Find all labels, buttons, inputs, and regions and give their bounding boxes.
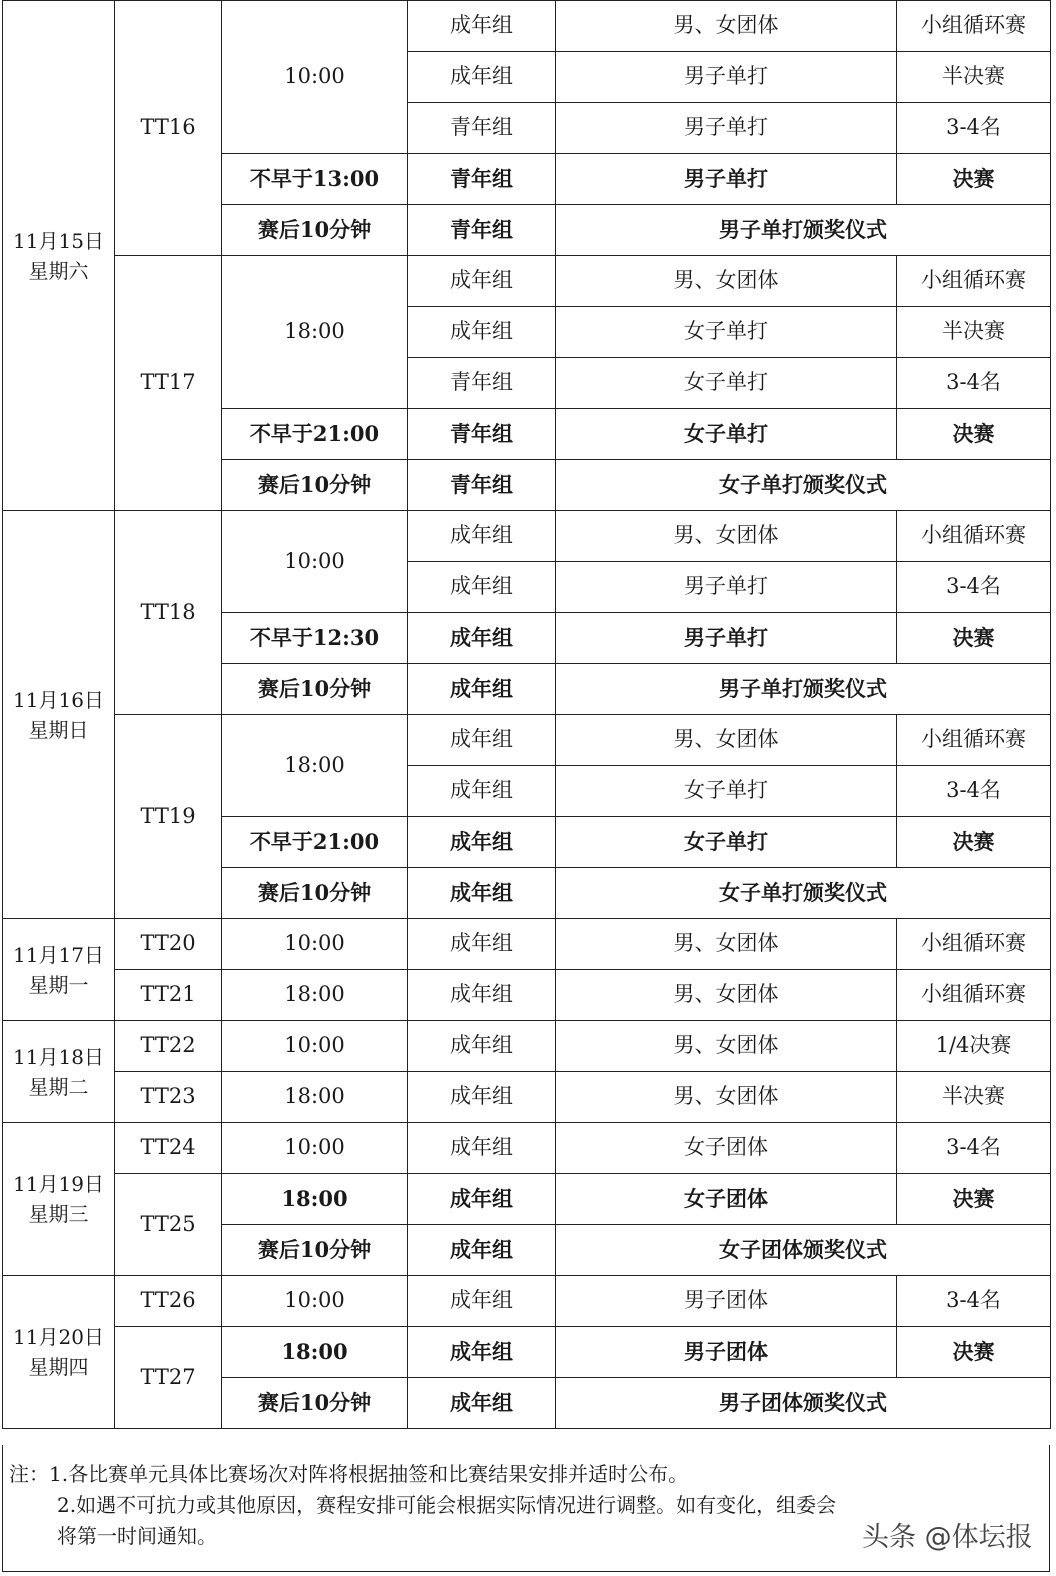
stage-cell: 小组循环赛 — [897, 511, 1051, 562]
group-cell: 成年组 — [408, 970, 556, 1021]
group-cell: 成年组 — [408, 664, 556, 715]
group-cell: 成年组 — [408, 1, 556, 52]
date-cell: 11月16日 星期日 — [3, 511, 115, 919]
event-cell: 男子单打 — [556, 562, 897, 613]
stage-cell: 决赛 — [897, 817, 1051, 868]
event-cell: 女子团体 — [556, 1123, 897, 1174]
session-cell: TT24 — [115, 1123, 222, 1174]
time-cell: 不早于21:00 — [222, 409, 408, 460]
group-cell: 成年组 — [408, 1123, 556, 1174]
time-cell: 10:00 — [222, 919, 408, 970]
group-cell: 成年组 — [408, 511, 556, 562]
event-cell: 男、女团体 — [556, 1, 897, 52]
time-cell: 不早于21:00 — [222, 817, 408, 868]
table-row — [3, 1072, 1051, 1123]
note-line-2: 2.如遇不可抗力或其他原因，赛程安排可能会根据实际情况进行调整。如有变化，组委会 — [57, 1493, 837, 1517]
stage-cell: 决赛 — [897, 1174, 1051, 1225]
group-cell: 青年组 — [408, 103, 556, 154]
table-row — [3, 1174, 1051, 1225]
event-cell: 男子团体 — [556, 1276, 897, 1327]
stage-cell: 3-4名 — [897, 562, 1051, 613]
stage-cell: 3-4名 — [897, 766, 1051, 817]
date-cell: 11月17日 星期一 — [3, 919, 115, 1021]
session-cell: TT16 — [115, 1, 222, 256]
stage-cell: 小组循环赛 — [897, 919, 1051, 970]
table-row — [3, 919, 1051, 970]
time-cell: 赛后10分钟 — [222, 1225, 408, 1276]
group-cell: 成年组 — [408, 52, 556, 103]
group-cell: 成年组 — [408, 1378, 556, 1429]
stage-cell: 3-4名 — [897, 1276, 1051, 1327]
time-cell: 18:00 — [222, 1072, 408, 1123]
time-cell: 赛后10分钟 — [222, 460, 408, 511]
time-cell: 赛后10分钟 — [222, 1378, 408, 1429]
event-cell: 男、女团体 — [556, 1021, 897, 1072]
table-row — [3, 1021, 1051, 1072]
event-cell: 男子团体颁奖仪式 — [556, 1378, 1051, 1429]
group-cell: 成年组 — [408, 766, 556, 817]
group-cell: 成年组 — [408, 562, 556, 613]
stage-cell: 小组循环赛 — [897, 970, 1051, 1021]
group-cell: 成年组 — [408, 1021, 556, 1072]
stage-cell: 决赛 — [897, 1327, 1051, 1378]
table-row — [3, 511, 1051, 562]
event-cell: 男、女团体 — [556, 919, 897, 970]
table-row — [3, 1, 1051, 52]
session-cell: TT27 — [115, 1327, 222, 1429]
group-cell: 成年组 — [408, 1327, 556, 1378]
session-cell: TT21 — [115, 970, 222, 1021]
event-cell: 女子团体 — [556, 1174, 897, 1225]
group-cell: 成年组 — [408, 817, 556, 868]
note-line-3: 将第一时间通知。 — [57, 1524, 217, 1548]
stage-cell: 半决赛 — [897, 1072, 1051, 1123]
time-cell: 10:00 — [222, 1, 408, 154]
session-cell: TT23 — [115, 1072, 222, 1123]
time-cell: 10:00 — [222, 1123, 408, 1174]
group-cell: 成年组 — [408, 256, 556, 307]
session-cell: TT18 — [115, 511, 222, 715]
event-cell: 男子单打 — [556, 52, 897, 103]
session-cell: TT26 — [115, 1276, 222, 1327]
event-cell: 女子单打颁奖仪式 — [556, 460, 1051, 511]
time-cell: 10:00 — [222, 511, 408, 613]
event-cell: 男子单打 — [556, 154, 897, 205]
group-cell: 青年组 — [408, 154, 556, 205]
event-cell: 女子单打 — [556, 766, 897, 817]
stage-cell: 小组循环赛 — [897, 715, 1051, 766]
stage-cell: 半决赛 — [897, 52, 1051, 103]
table-row — [3, 1327, 1051, 1378]
event-cell: 女子单打 — [556, 307, 897, 358]
time-cell: 赛后10分钟 — [222, 664, 408, 715]
event-cell: 男、女团体 — [556, 715, 897, 766]
watermark: 头条 @体坛报 — [862, 1522, 1033, 1553]
time-cell: 10:00 — [222, 1276, 408, 1327]
group-cell: 成年组 — [408, 868, 556, 919]
stage-cell: 3-4名 — [897, 103, 1051, 154]
date-cell: 11月15日 星期六 — [3, 1, 115, 511]
stage-cell: 1/4决赛 — [897, 1021, 1051, 1072]
event-cell: 男子单打颁奖仪式 — [556, 664, 1051, 715]
event-cell: 女子单打 — [556, 409, 897, 460]
event-cell: 男子单打 — [556, 103, 897, 154]
group-cell: 青年组 — [408, 205, 556, 256]
group-cell: 成年组 — [408, 307, 556, 358]
session-cell: TT22 — [115, 1021, 222, 1072]
stage-cell: 决赛 — [897, 409, 1051, 460]
schedule-table — [2, 0, 1051, 1429]
stage-cell: 3-4名 — [897, 358, 1051, 409]
group-cell: 成年组 — [408, 1174, 556, 1225]
time-cell: 18:00 — [222, 1327, 408, 1378]
table-row — [3, 970, 1051, 1021]
group-cell: 青年组 — [408, 409, 556, 460]
event-cell: 女子单打颁奖仪式 — [556, 868, 1051, 919]
time-cell: 18:00 — [222, 715, 408, 817]
time-cell: 10:00 — [222, 1021, 408, 1072]
time-cell: 不早于12:30 — [222, 613, 408, 664]
note-line-1: 注：1.各比赛单元具体比赛场次对阵将根据抽签和比赛结果安排并适时公布。 — [9, 1462, 689, 1486]
stage-cell: 3-4名 — [897, 1123, 1051, 1174]
event-cell: 女子团体颁奖仪式 — [556, 1225, 1051, 1276]
event-cell: 男子单打 — [556, 613, 897, 664]
group-cell: 成年组 — [408, 919, 556, 970]
table-row — [3, 256, 1051, 307]
time-cell: 18:00 — [222, 256, 408, 409]
stage-cell: 小组循环赛 — [897, 256, 1051, 307]
table-row — [3, 1276, 1051, 1327]
event-cell: 男子团体 — [556, 1327, 897, 1378]
table-row — [3, 715, 1051, 766]
event-cell: 男、女团体 — [556, 1072, 897, 1123]
date-cell: 11月18日 星期二 — [3, 1021, 115, 1123]
event-cell: 男、女团体 — [556, 511, 897, 562]
event-cell: 男、女团体 — [556, 256, 897, 307]
time-cell: 赛后10分钟 — [222, 868, 408, 919]
stage-cell: 决赛 — [897, 613, 1051, 664]
time-cell: 赛后10分钟 — [222, 205, 408, 256]
time-cell: 18:00 — [222, 1174, 408, 1225]
time-cell: 不早于13:00 — [222, 154, 408, 205]
table-row — [3, 1123, 1051, 1174]
event-cell: 女子单打 — [556, 358, 897, 409]
session-cell: TT25 — [115, 1174, 222, 1276]
session-cell: TT17 — [115, 256, 222, 511]
session-cell: TT19 — [115, 715, 222, 919]
group-cell: 成年组 — [408, 613, 556, 664]
stage-cell: 决赛 — [897, 154, 1051, 205]
group-cell: 成年组 — [408, 1276, 556, 1327]
time-cell: 18:00 — [222, 970, 408, 1021]
group-cell: 成年组 — [408, 1225, 556, 1276]
group-cell: 成年组 — [408, 715, 556, 766]
stage-cell: 半决赛 — [897, 307, 1051, 358]
group-cell: 成年组 — [408, 1072, 556, 1123]
event-cell: 男、女团体 — [556, 970, 897, 1021]
group-cell: 青年组 — [408, 358, 556, 409]
event-cell: 女子单打 — [556, 817, 897, 868]
session-cell: TT20 — [115, 919, 222, 970]
event-cell: 男子单打颁奖仪式 — [556, 205, 1051, 256]
date-cell: 11月20日 星期四 — [3, 1276, 115, 1429]
date-cell: 11月19日 星期三 — [3, 1123, 115, 1276]
group-cell: 青年组 — [408, 460, 556, 511]
stage-cell: 小组循环赛 — [897, 1, 1051, 52]
